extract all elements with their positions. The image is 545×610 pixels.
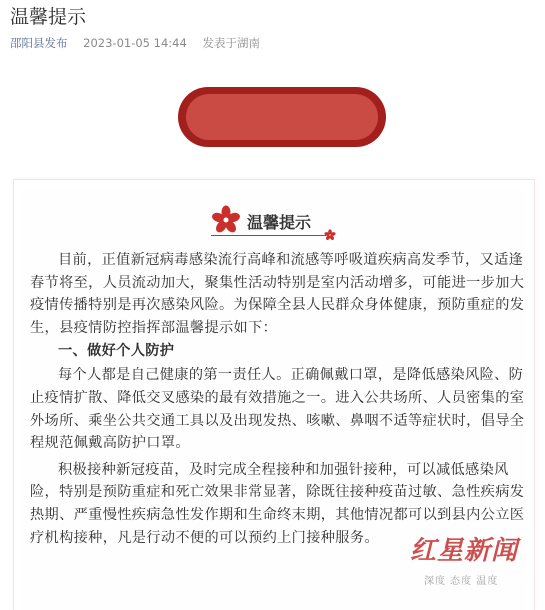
poster-header: [211, 205, 331, 237]
heading-underline: [211, 235, 326, 236]
decorative-banner-inner: [186, 94, 378, 140]
poster-body: [30, 249, 528, 549]
paragraph-vaccine: 积极接种新冠疫苗，及时完成全程接种和加强针接种，可以减低感染风险，特别是预防重症和死亡效果非常显著，除既往接种疫苗过敏、急性疾病发热期、严重慢性疾病急性发作期和生命终末期，其他情况都可以到县内公立医疗机构接种，凡是行动不便的可以预约上门接种服务。: [30, 461, 525, 546]
article-meta: [10, 35, 260, 51]
author-link[interactable]: 邵阳县发布: [10, 36, 68, 50]
small-flower-icon: [324, 229, 336, 241]
paragraph-intro: 目前，正值新冠病毒感染流行高峰和流感等呼吸道疾病高发季节，又适逢春节将至，人员流动加大，聚集性活动特别是室内活动增多，可能进一步加大疫情传播特别是再次感染风险。为保障全县人民群众身体健康，预防重症的发生，县疫情防控指挥部温馨提示如下：: [30, 252, 525, 336]
paragraph-masks: 每个人都是自己健康的第一责任人。正确佩戴口罩，是降低感染风险、防止疫情扩散、降低交叉感染的最有效措施之一。进入公共场所、人员密集的室外场所、乘坐公共交通工具以及出现发热、咳嗽、鼻咽不适等症状时，倡导全程规范佩戴高防护口罩。: [30, 367, 525, 452]
publish-location: 发表于湖南: [202, 36, 260, 50]
decorative-banner: [178, 87, 386, 147]
watermark-logo: [410, 530, 542, 594]
publish-date: 2023-01-05 14:44: [83, 36, 187, 50]
section-heading-personal-protection: 一、做好个人防护: [58, 343, 175, 360]
poster-heading: 温馨提示: [247, 213, 312, 232]
article-title: 温馨提示: [10, 6, 87, 28]
watermark-title: 红星新闻: [410, 536, 519, 566]
flower-icon: [211, 205, 241, 235]
watermark-slogan: 深度 态度 温度: [424, 576, 499, 587]
